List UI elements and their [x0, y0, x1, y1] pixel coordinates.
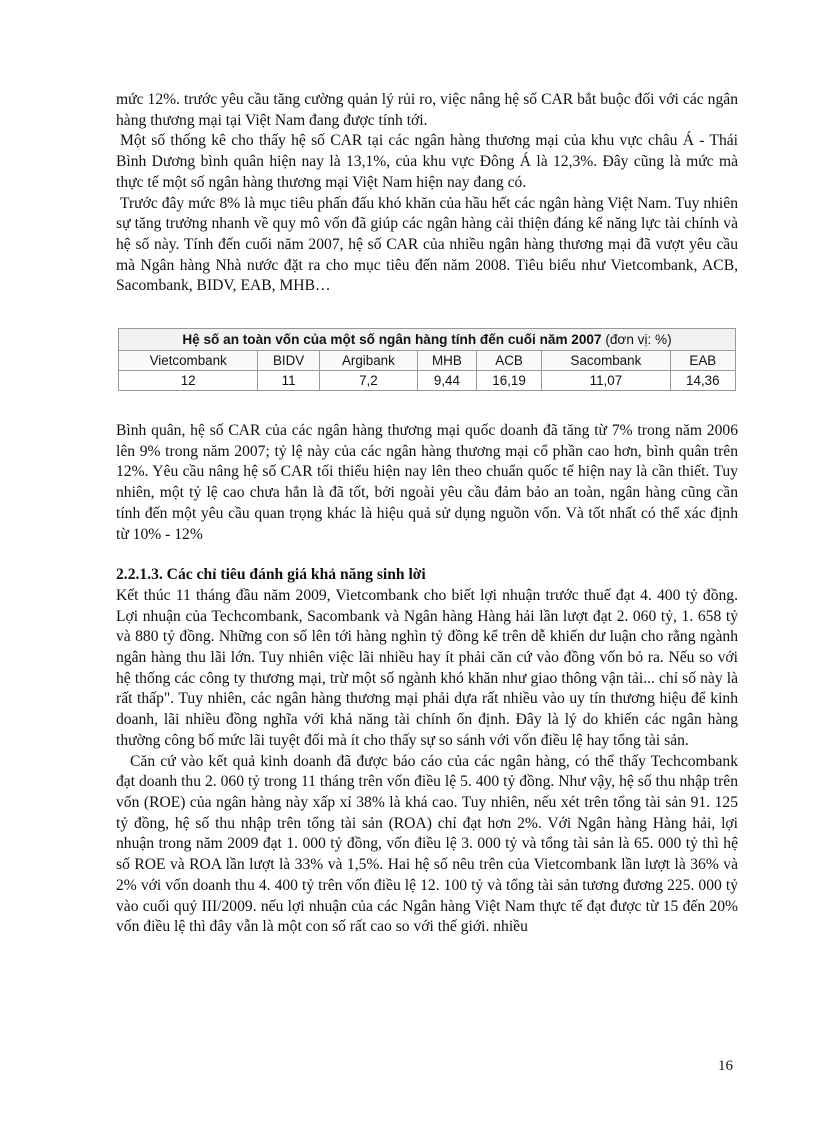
table-title [119, 329, 736, 351]
car-table [118, 328, 736, 391]
table-header-cell: Sacombank [542, 351, 670, 371]
paragraph: Kết thúc 11 tháng đầu năm 2009, Vietcombank cho biết lợi nhuận trước thuế đạt 4. 400 tỷ đồng. Lợi nhuận của Techcombank, Sacombank và Ngân hàng Hàng hải lần lượt đạt 2. 060 tỷ, 1. 658 tỷ và 880 tỷ đồng. Những con số lên tới hàng nghìn tỷ đồng kể trên dễ khiến dư luận cho rằng ngành ngân hàng thu lãi lớn. Tuy nhiên việc lãi nhiều hay ít phải căn cứ vào đồng vốn bỏ ra. Nếu so với hệ thống các công ty thương mại, trừ một số ngành khó khăn như giao thông vận tải... chỉ số này là rất thấp". Tuy nhiên, các ngân hàng thương mại phải dựa rất nhiều vào uy tín thương hiệu để kinh doanh, lãi nhiều đồng nghĩa với khả năng tài chính ổn định. Đây là lý do khiến các ngân hàng thường công bố mức lãi tuyệt đối mà ít cho thấy sự so sánh với vốn điều lệ hay tổng tài sản. [116, 586, 738, 749]
table-header-cell: MHB [417, 351, 476, 371]
paragraph: Bình quân, hệ số CAR của các ngân hàng thương mại quốc doanh đã tăng từ 7% trong năm 2006 lên 9% trong năm 2007; tỷ lệ này của các ngân hàng thương mại cổ phần cao hơn, bình quân trên 12%. Yêu cầu nâng hệ số CAR tối thiểu hiện nay lên theo chuẩn quốc tế hiện nay là cần thiết. Tuy nhiên, một tỷ lệ cao chưa hẳn là đã tốt, bởi ngoài yêu cầu đảm bảo an toàn, ngân hàng cũng cần tính đến một yêu cầu quan trọng khác là hiệu quả sử dụng nguồn vốn. Và tốt nhất có thể xác định từ 10% - 12% [116, 422, 738, 543]
table-cell: 16,19 [476, 371, 541, 391]
paragraph: Căn cứ vào kết quả kinh doanh đã được báo cáo của các ngân hàng, có thể thấy Techcombank đạt doanh thu 2. 060 tỷ trong 11 tháng trên vốn điều lệ 5. 400 tỷ đồng. Như vậy, hệ số thu nhập trên vốn (ROE) của ngân hàng này xấp xỉ 38% là khá cao. Tuy nhiên, nếu xét trên tổng tài sản 91. 125 tỷ đồng, hệ số thu nhập trên tổng tài sản (ROA) chỉ đạt hơn 2%. Với Ngân hàng Hàng hải, lợi nhuận trong năm 2009 đạt 1. 000 tỷ đồng, vốn điều lệ 3. 000 tỷ và tổng tài sản là 65. 000 tỷ thì hệ số ROE và ROA lần lượt là 33% và 1,5%. Hai hệ số nêu trên của Vietcombank lần lượt là 36% và 2% với vốn doanh thu 4. 400 tỷ trên vốn điều lệ 12. 100 tỷ và tổng tài sản tương đương 225. 000 tỷ vào cuối quý III/2009. nếu lợi nhuận của các Ngân hàng Việt Nam thực tế đạt được từ 15 đến 20% vốn điều lệ thì đây vẫn là một con số rất cao so với thế giới. nhiều [116, 752, 738, 936]
table-cell: 12 [119, 371, 258, 391]
table-header-cell: Argibank [319, 351, 417, 371]
table-cell: 7,2 [319, 371, 417, 391]
table-title-text: Hệ số an toàn vốn của một số ngân hàng tính đến cuối năm 2007 [182, 332, 602, 348]
document-page [116, 90, 738, 938]
table-header-row [119, 351, 736, 371]
table-header-cell: ACB [476, 351, 541, 371]
table-header-cell: EAB [670, 351, 735, 371]
table-header-cell: BIDV [258, 351, 319, 371]
table-header-cell: Vietcombank [119, 351, 258, 371]
paragraph: Trước đây mức 8% là mục tiêu phấn đấu khó khăn của hầu hết các ngân hàng Việt Nam. Tuy nhiên sự tăng trưởng nhanh về quy mô vốn đã giúp các ngân hàng cải thiện đáng kể năng lực tài chính và hệ số này. Tính đến cuối năm 2007, hệ số CAR của nhiều ngân hàng thương mại đã vượt yêu cầu mà Ngân hàng Nhà nước đặt ra cho mục tiêu đến năm 2008. Tiêu biểu như Vietcombank, ACB, Sacombank, BIDV, EAB, MHB… [116, 194, 738, 295]
table-row [119, 371, 736, 391]
table-cell: 11,07 [542, 371, 670, 391]
table-cell: 11 [258, 371, 319, 391]
table-cell: 14,36 [670, 371, 735, 391]
page-number: 16 [718, 1058, 733, 1074]
car-table-container [118, 328, 736, 391]
paragraph: Một số thống kê cho thấy hệ số CAR tại các ngân hàng thương mại của khu vực châu Á - Thái Bình Dương bình quân hiện nay là 13,1%, của khu vực Đông Á là 12,3%. Đây cũng là mức mà thực tế một số ngân hàng thương mại Việt Nam hiện nay đang có. [116, 132, 738, 191]
table-unit: (đơn vị: %) [605, 332, 672, 348]
section-heading: 2.2.1.3. Các chỉ tiêu đánh giá khả năng sinh lời [116, 566, 426, 584]
table-cell: 9,44 [417, 371, 476, 391]
paragraph: mức 12%. trước yêu cầu tăng cường quản lý rủi ro, việc nâng hệ số CAR bắt buộc đối với các ngân hàng thương mại tại Việt Nam đang được tính tới. [116, 91, 738, 129]
